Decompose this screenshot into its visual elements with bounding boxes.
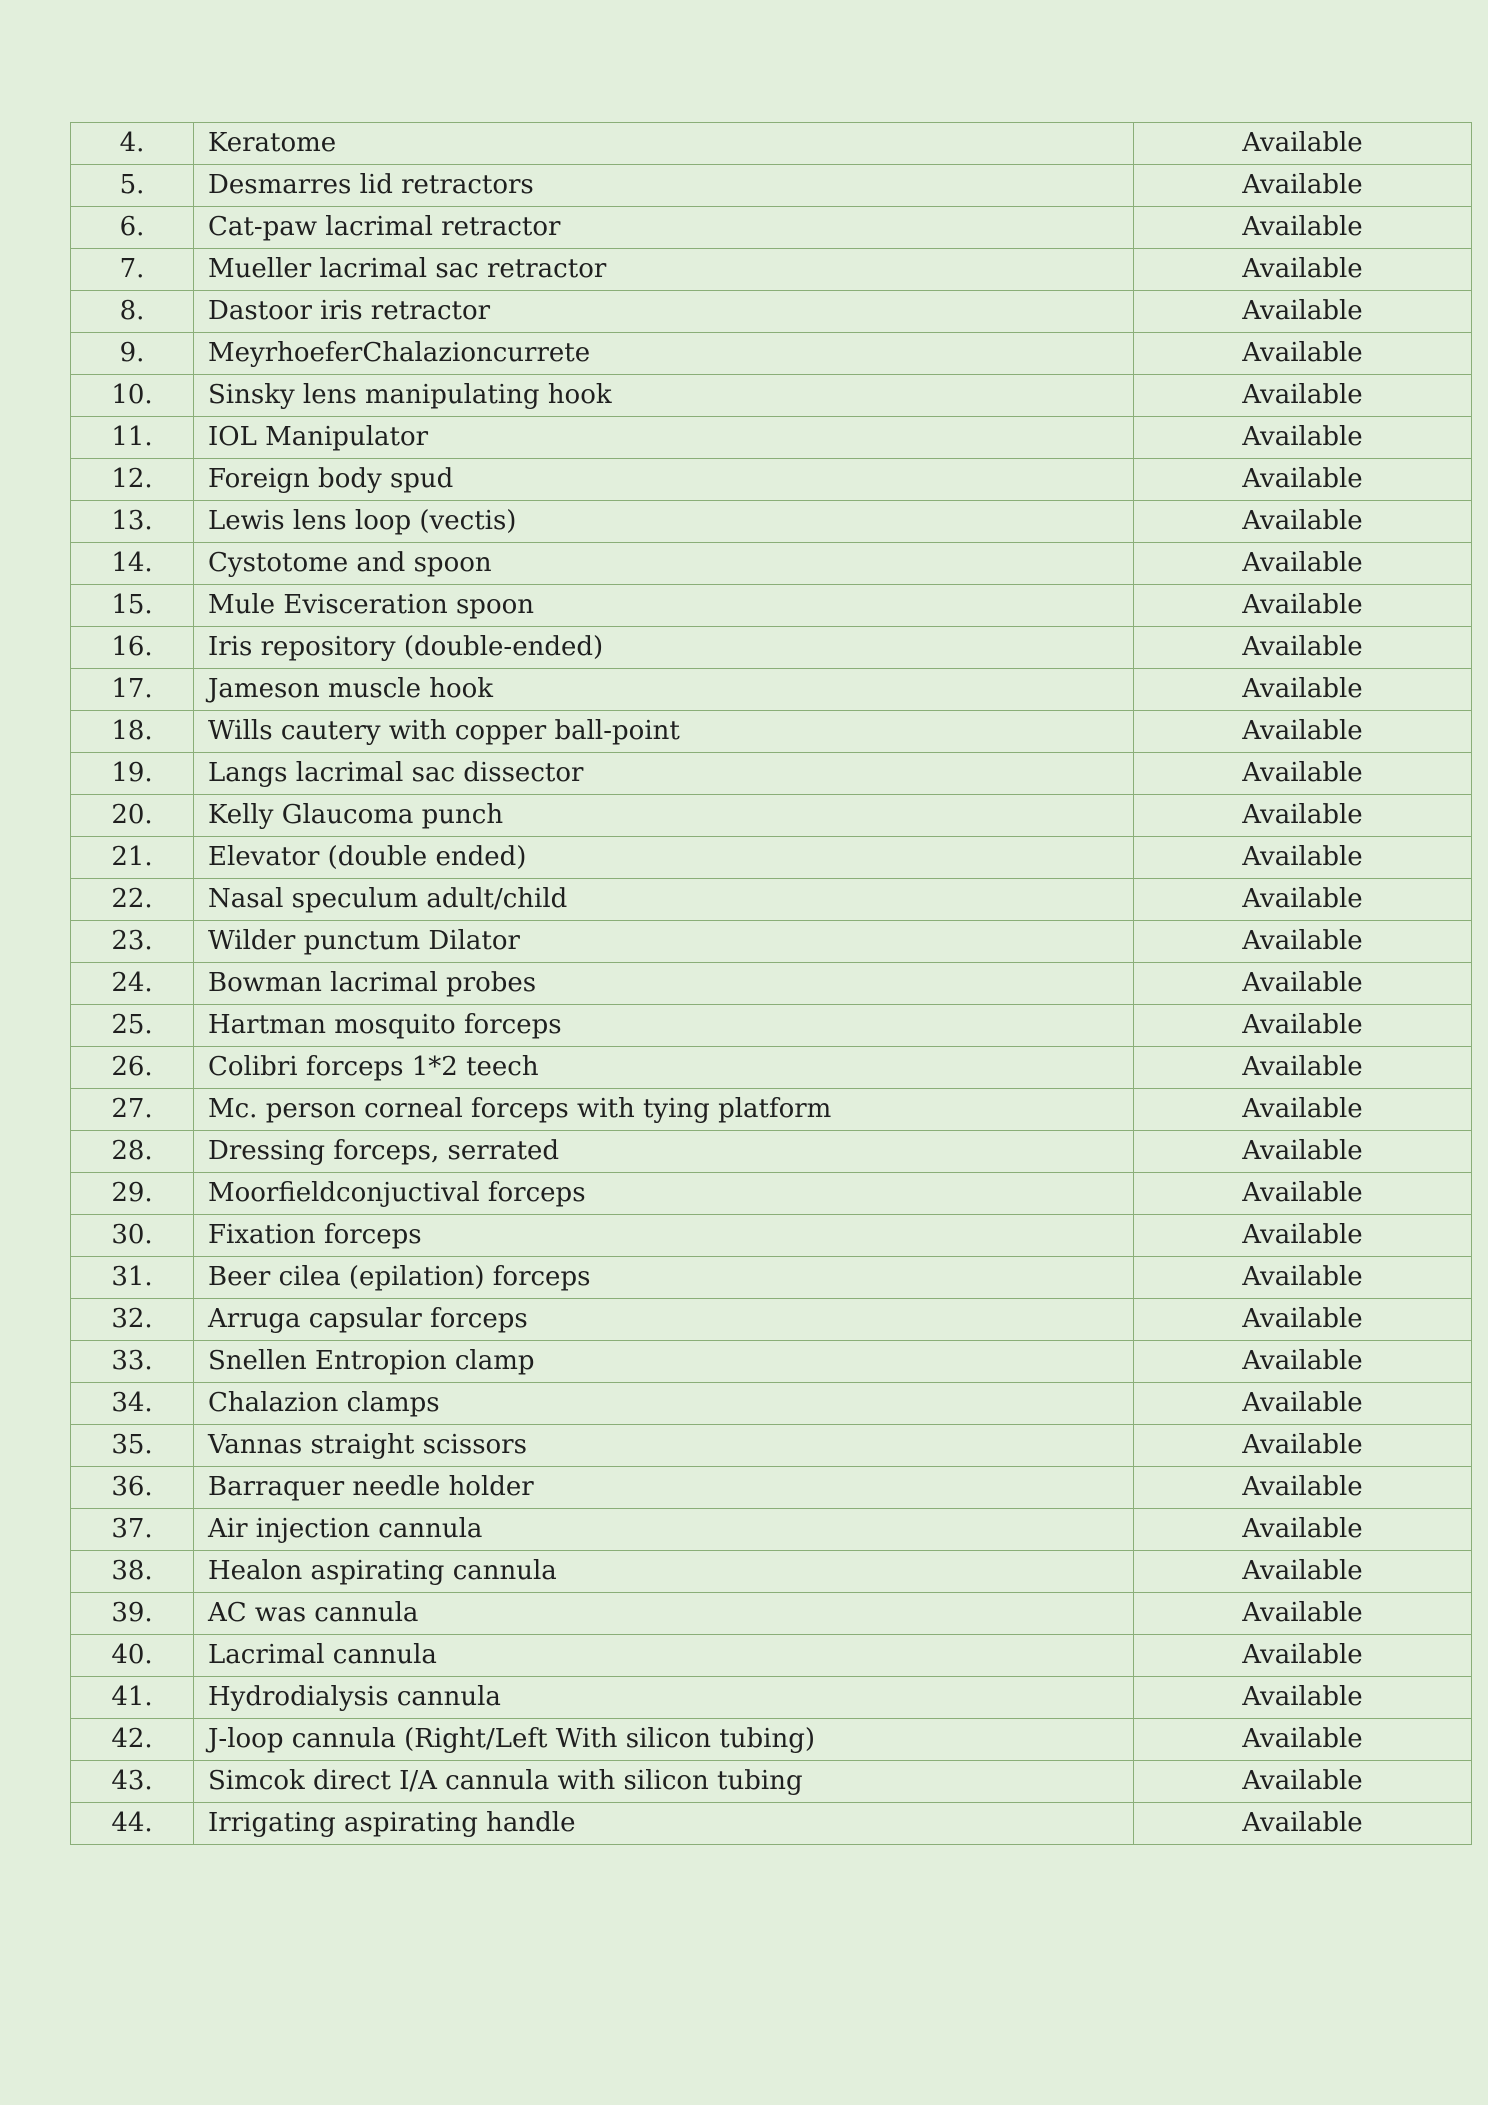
row-number: 24.	[71, 963, 194, 1005]
availability-status: Available	[1134, 1047, 1472, 1089]
row-number: 19.	[71, 753, 194, 795]
table-row	[71, 1719, 1472, 1761]
availability-status: Available	[1134, 963, 1472, 1005]
instrument-name: Fixation forceps	[194, 1215, 1134, 1257]
row-number: 44.	[71, 1803, 194, 1845]
availability-status: Available	[1134, 249, 1472, 291]
table-row	[71, 1761, 1472, 1803]
table-row	[71, 1257, 1472, 1299]
availability-status: Available	[1134, 333, 1472, 375]
instrument-name: Desmarres lid retractors	[194, 165, 1134, 207]
row-number: 16.	[71, 627, 194, 669]
row-number: 6.	[71, 207, 194, 249]
table-row	[71, 627, 1472, 669]
row-number: 35.	[71, 1425, 194, 1467]
availability-status: Available	[1134, 1509, 1472, 1551]
instrument-name: Mc. person corneal forceps with tying platform	[194, 1089, 1134, 1131]
row-number: 32.	[71, 1299, 194, 1341]
table-row	[71, 291, 1472, 333]
instrument-name: Chalazion clamps	[194, 1383, 1134, 1425]
availability-status: Available	[1134, 1425, 1472, 1467]
instrument-name: Wills cautery with copper ball-point	[194, 711, 1134, 753]
row-number: 39.	[71, 1593, 194, 1635]
instrument-name: Iris repository (double-ended)	[194, 627, 1134, 669]
row-number: 29.	[71, 1173, 194, 1215]
row-number: 22.	[71, 879, 194, 921]
instrument-name: Cystotome and spoon	[194, 543, 1134, 585]
row-number: 40.	[71, 1635, 194, 1677]
availability-status: Available	[1134, 1803, 1472, 1845]
table-row	[71, 1173, 1472, 1215]
instrument-name: Beer cilea (epilation) forceps	[194, 1257, 1134, 1299]
availability-status: Available	[1134, 711, 1472, 753]
availability-status: Available	[1134, 879, 1472, 921]
instrument-name: Lewis lens loop (vectis)	[194, 501, 1134, 543]
instrument-name: MeyrhoeferChalazioncurrete	[194, 333, 1134, 375]
table-row	[71, 837, 1472, 879]
availability-status: Available	[1134, 921, 1472, 963]
table-row	[71, 459, 1472, 501]
instrument-name: Mueller lacrimal sac retractor	[194, 249, 1134, 291]
row-number: 42.	[71, 1719, 194, 1761]
table-row	[71, 795, 1472, 837]
availability-status: Available	[1134, 627, 1472, 669]
table-row	[71, 375, 1472, 417]
instrument-name: Wilder punctum Dilator	[194, 921, 1134, 963]
table-row	[71, 1005, 1472, 1047]
instrument-name: Simcok direct I/A cannula with silicon tubing	[194, 1761, 1134, 1803]
table-row	[71, 1131, 1472, 1173]
availability-status: Available	[1134, 1761, 1472, 1803]
table-row	[71, 1089, 1472, 1131]
instrument-name: J-loop cannula (Right/Left With silicon tubing)	[194, 1719, 1134, 1761]
row-number: 41.	[71, 1677, 194, 1719]
row-number: 25.	[71, 1005, 194, 1047]
table-row	[71, 543, 1472, 585]
table-row	[71, 879, 1472, 921]
availability-status: Available	[1134, 795, 1472, 837]
row-number: 34.	[71, 1383, 194, 1425]
table-row	[71, 1509, 1472, 1551]
row-number: 26.	[71, 1047, 194, 1089]
instrument-name: Irrigating aspirating handle	[194, 1803, 1134, 1845]
availability-status: Available	[1134, 753, 1472, 795]
table-row	[71, 753, 1472, 795]
availability-status: Available	[1134, 123, 1472, 165]
availability-status: Available	[1134, 375, 1472, 417]
availability-status: Available	[1134, 543, 1472, 585]
instrument-name: Arruga capsular forceps	[194, 1299, 1134, 1341]
instrument-name: Dressing forceps, serrated	[194, 1131, 1134, 1173]
table-row	[71, 1551, 1472, 1593]
availability-status: Available	[1134, 1215, 1472, 1257]
table-row	[71, 1383, 1472, 1425]
row-number: 11.	[71, 417, 194, 459]
row-number: 5.	[71, 165, 194, 207]
instrument-table	[70, 122, 1472, 1845]
availability-status: Available	[1134, 1635, 1472, 1677]
table-row	[71, 249, 1472, 291]
table-row	[71, 165, 1472, 207]
availability-status: Available	[1134, 1719, 1472, 1761]
row-number: 37.	[71, 1509, 194, 1551]
row-number: 21.	[71, 837, 194, 879]
row-number: 8.	[71, 291, 194, 333]
row-number: 20.	[71, 795, 194, 837]
row-number: 9.	[71, 333, 194, 375]
availability-status: Available	[1134, 1551, 1472, 1593]
table-row	[71, 1215, 1472, 1257]
instrument-name: Snellen Entropion clamp	[194, 1341, 1134, 1383]
instrument-name: Vannas straight scissors	[194, 1425, 1134, 1467]
row-number: 31.	[71, 1257, 194, 1299]
availability-status: Available	[1134, 1257, 1472, 1299]
availability-status: Available	[1134, 1593, 1472, 1635]
instrument-name: Elevator (double ended)	[194, 837, 1134, 879]
table-row	[71, 1677, 1472, 1719]
row-number: 7.	[71, 249, 194, 291]
instrument-name: Nasal speculum adult/child	[194, 879, 1134, 921]
instrument-name: Dastoor iris retractor	[194, 291, 1134, 333]
instrument-name: IOL Manipulator	[194, 417, 1134, 459]
availability-status: Available	[1134, 459, 1472, 501]
row-number: 10.	[71, 375, 194, 417]
instrument-name: AC was cannula	[194, 1593, 1134, 1635]
table-row	[71, 1047, 1472, 1089]
row-number: 33.	[71, 1341, 194, 1383]
table-row	[71, 1299, 1472, 1341]
table-row	[71, 501, 1472, 543]
instrument-name: Sinsky lens manipulating hook	[194, 375, 1134, 417]
table-row	[71, 585, 1472, 627]
availability-status: Available	[1134, 417, 1472, 459]
availability-status: Available	[1134, 1005, 1472, 1047]
instrument-name: Colibri forceps 1*2 teech	[194, 1047, 1134, 1089]
table-row	[71, 1341, 1472, 1383]
table-row	[71, 1467, 1472, 1509]
row-number: 17.	[71, 669, 194, 711]
availability-status: Available	[1134, 291, 1472, 333]
availability-status: Available	[1134, 207, 1472, 249]
row-number: 15.	[71, 585, 194, 627]
table-row	[71, 963, 1472, 1005]
instrument-name: Cat-paw lacrimal retractor	[194, 207, 1134, 249]
row-number: 38.	[71, 1551, 194, 1593]
table-row	[71, 207, 1472, 249]
availability-status: Available	[1134, 1341, 1472, 1383]
availability-status: Available	[1134, 837, 1472, 879]
availability-status: Available	[1134, 1173, 1472, 1215]
instrument-name: Air injection cannula	[194, 1509, 1134, 1551]
instrument-name: Foreign body spud	[194, 459, 1134, 501]
availability-status: Available	[1134, 1467, 1472, 1509]
instrument-name: Hydrodialysis cannula	[194, 1677, 1134, 1719]
instrument-name: Langs lacrimal sac dissector	[194, 753, 1134, 795]
availability-status: Available	[1134, 585, 1472, 627]
availability-status: Available	[1134, 165, 1472, 207]
instrument-name: Barraquer needle holder	[194, 1467, 1134, 1509]
row-number: 13.	[71, 501, 194, 543]
table-row	[71, 417, 1472, 459]
availability-status: Available	[1134, 1677, 1472, 1719]
row-number: 4.	[71, 123, 194, 165]
table-row	[71, 711, 1472, 753]
instrument-name: Mule Evisceration spoon	[194, 585, 1134, 627]
table-row	[71, 1593, 1472, 1635]
table-row	[71, 333, 1472, 375]
table-row	[71, 669, 1472, 711]
table-row	[71, 123, 1472, 165]
row-number: 12.	[71, 459, 194, 501]
availability-status: Available	[1134, 1383, 1472, 1425]
instrument-table-body	[71, 123, 1472, 1845]
availability-status: Available	[1134, 1299, 1472, 1341]
instrument-name: Moorfieldconjuctival forceps	[194, 1173, 1134, 1215]
availability-status: Available	[1134, 501, 1472, 543]
table-row	[71, 1425, 1472, 1467]
instrument-name: Hartman mosquito forceps	[194, 1005, 1134, 1047]
availability-status: Available	[1134, 1131, 1472, 1173]
instrument-name: Lacrimal cannula	[194, 1635, 1134, 1677]
instrument-name: Jameson muscle hook	[194, 669, 1134, 711]
row-number: 18.	[71, 711, 194, 753]
row-number: 30.	[71, 1215, 194, 1257]
row-number: 14.	[71, 543, 194, 585]
row-number: 23.	[71, 921, 194, 963]
instrument-name: Keratome	[194, 123, 1134, 165]
row-number: 43.	[71, 1761, 194, 1803]
instrument-name: Bowman lacrimal probes	[194, 963, 1134, 1005]
instrument-name: Kelly Glaucoma punch	[194, 795, 1134, 837]
availability-status: Available	[1134, 1089, 1472, 1131]
row-number: 36.	[71, 1467, 194, 1509]
row-number: 27.	[71, 1089, 194, 1131]
table-row	[71, 1635, 1472, 1677]
instrument-name: Healon aspirating cannula	[194, 1551, 1134, 1593]
table-row	[71, 921, 1472, 963]
availability-status: Available	[1134, 669, 1472, 711]
row-number: 28.	[71, 1131, 194, 1173]
table-row	[71, 1803, 1472, 1845]
